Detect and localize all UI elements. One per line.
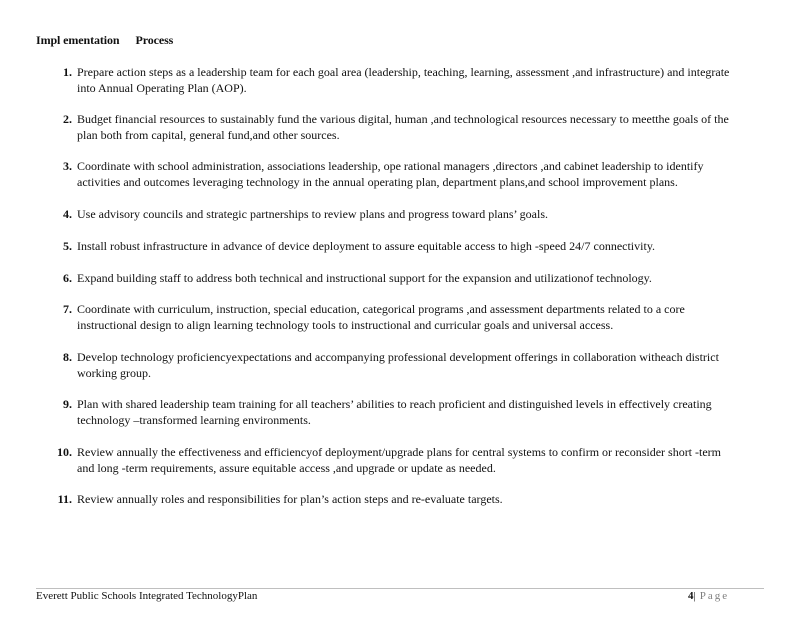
- step-number: 10.: [57, 445, 72, 459]
- step-number: 8.: [63, 350, 72, 364]
- footer-divider: [36, 588, 764, 589]
- step-number: 6.: [63, 271, 72, 285]
- step-number: 2.: [63, 112, 72, 126]
- page-number: 4: [688, 590, 694, 602]
- step-text: Coordinate with school administration, associations leadership, ope rational managers ,directors ,and cabinet leadership to identify activities and outcomes leveraging technology in the annual operating plan, department plans,and school improvement plans.: [77, 159, 704, 189]
- step-number: 11.: [57, 492, 72, 506]
- step-number: 1.: [63, 65, 72, 79]
- step-text: Budget financial resources to sustainably fund the various digital, human ,and technological resources necessary to meetthe goals of the plan both from capital, general fund,and other sources.: [77, 112, 729, 142]
- footer-document-title: Everett Public Schools Integrated TechnologyPlan: [36, 590, 258, 602]
- step-number: 5.: [63, 239, 72, 253]
- step-number: 3.: [63, 159, 72, 173]
- step-text: Use advisory councils and strategic partnerships to review plans and progress toward plans’ goals.: [77, 207, 548, 221]
- step-text: Review annually the effectiveness and efficiencyof deployment/upgrade plans for central systems to confirm or reconsider short -term and long -term requirements, assure equitable access ,and upgrade or update as needed.: [77, 445, 722, 475]
- step-text: Review annually roles and responsibilities for plan’s action steps and re-evaluate targets.: [77, 492, 503, 506]
- heading-part-process: Process: [135, 33, 174, 47]
- heading-part-implementation: Impl ementation: [36, 33, 120, 47]
- step-text: Coordinate with curriculum, instruction, special education, categorical programs ,and assessment departments related to a core instructional design to align learning technology tools to instructional and curricular goals and universal access.: [77, 302, 685, 332]
- step-text: Install robust infrastructure in advance of device deployment to assure equitable access to high -speed 24/7 connectivity.: [77, 239, 656, 253]
- step-text: Develop technology proficiencyexpectations and accompanying professional development offerings in collaboration witheach district working group.: [77, 350, 719, 380]
- footer-page-indicator: [688, 590, 729, 602]
- step-text: Plan with shared leadership team training for all teachers’ abilities to reach proficient and distinguished levels in effectively creating technology –transformed learning environments.: [77, 397, 712, 427]
- step-text: Prepare action steps as a leadership team for each goal area (leadership, teaching, learning, assessment ,and infrastructure) and integrate into Annual Operating Plan (AOP).: [77, 65, 730, 95]
- step-number: 7.: [63, 302, 72, 316]
- page-label: Page: [699, 590, 730, 602]
- step-text: Expand building staff to address both technical and instructional support for the expansion and utilizationof technology.: [77, 271, 652, 285]
- section-heading: [36, 33, 173, 48]
- page-separator: |: [693, 590, 696, 602]
- step-number: 4.: [63, 207, 72, 221]
- step-number: 9.: [63, 397, 72, 411]
